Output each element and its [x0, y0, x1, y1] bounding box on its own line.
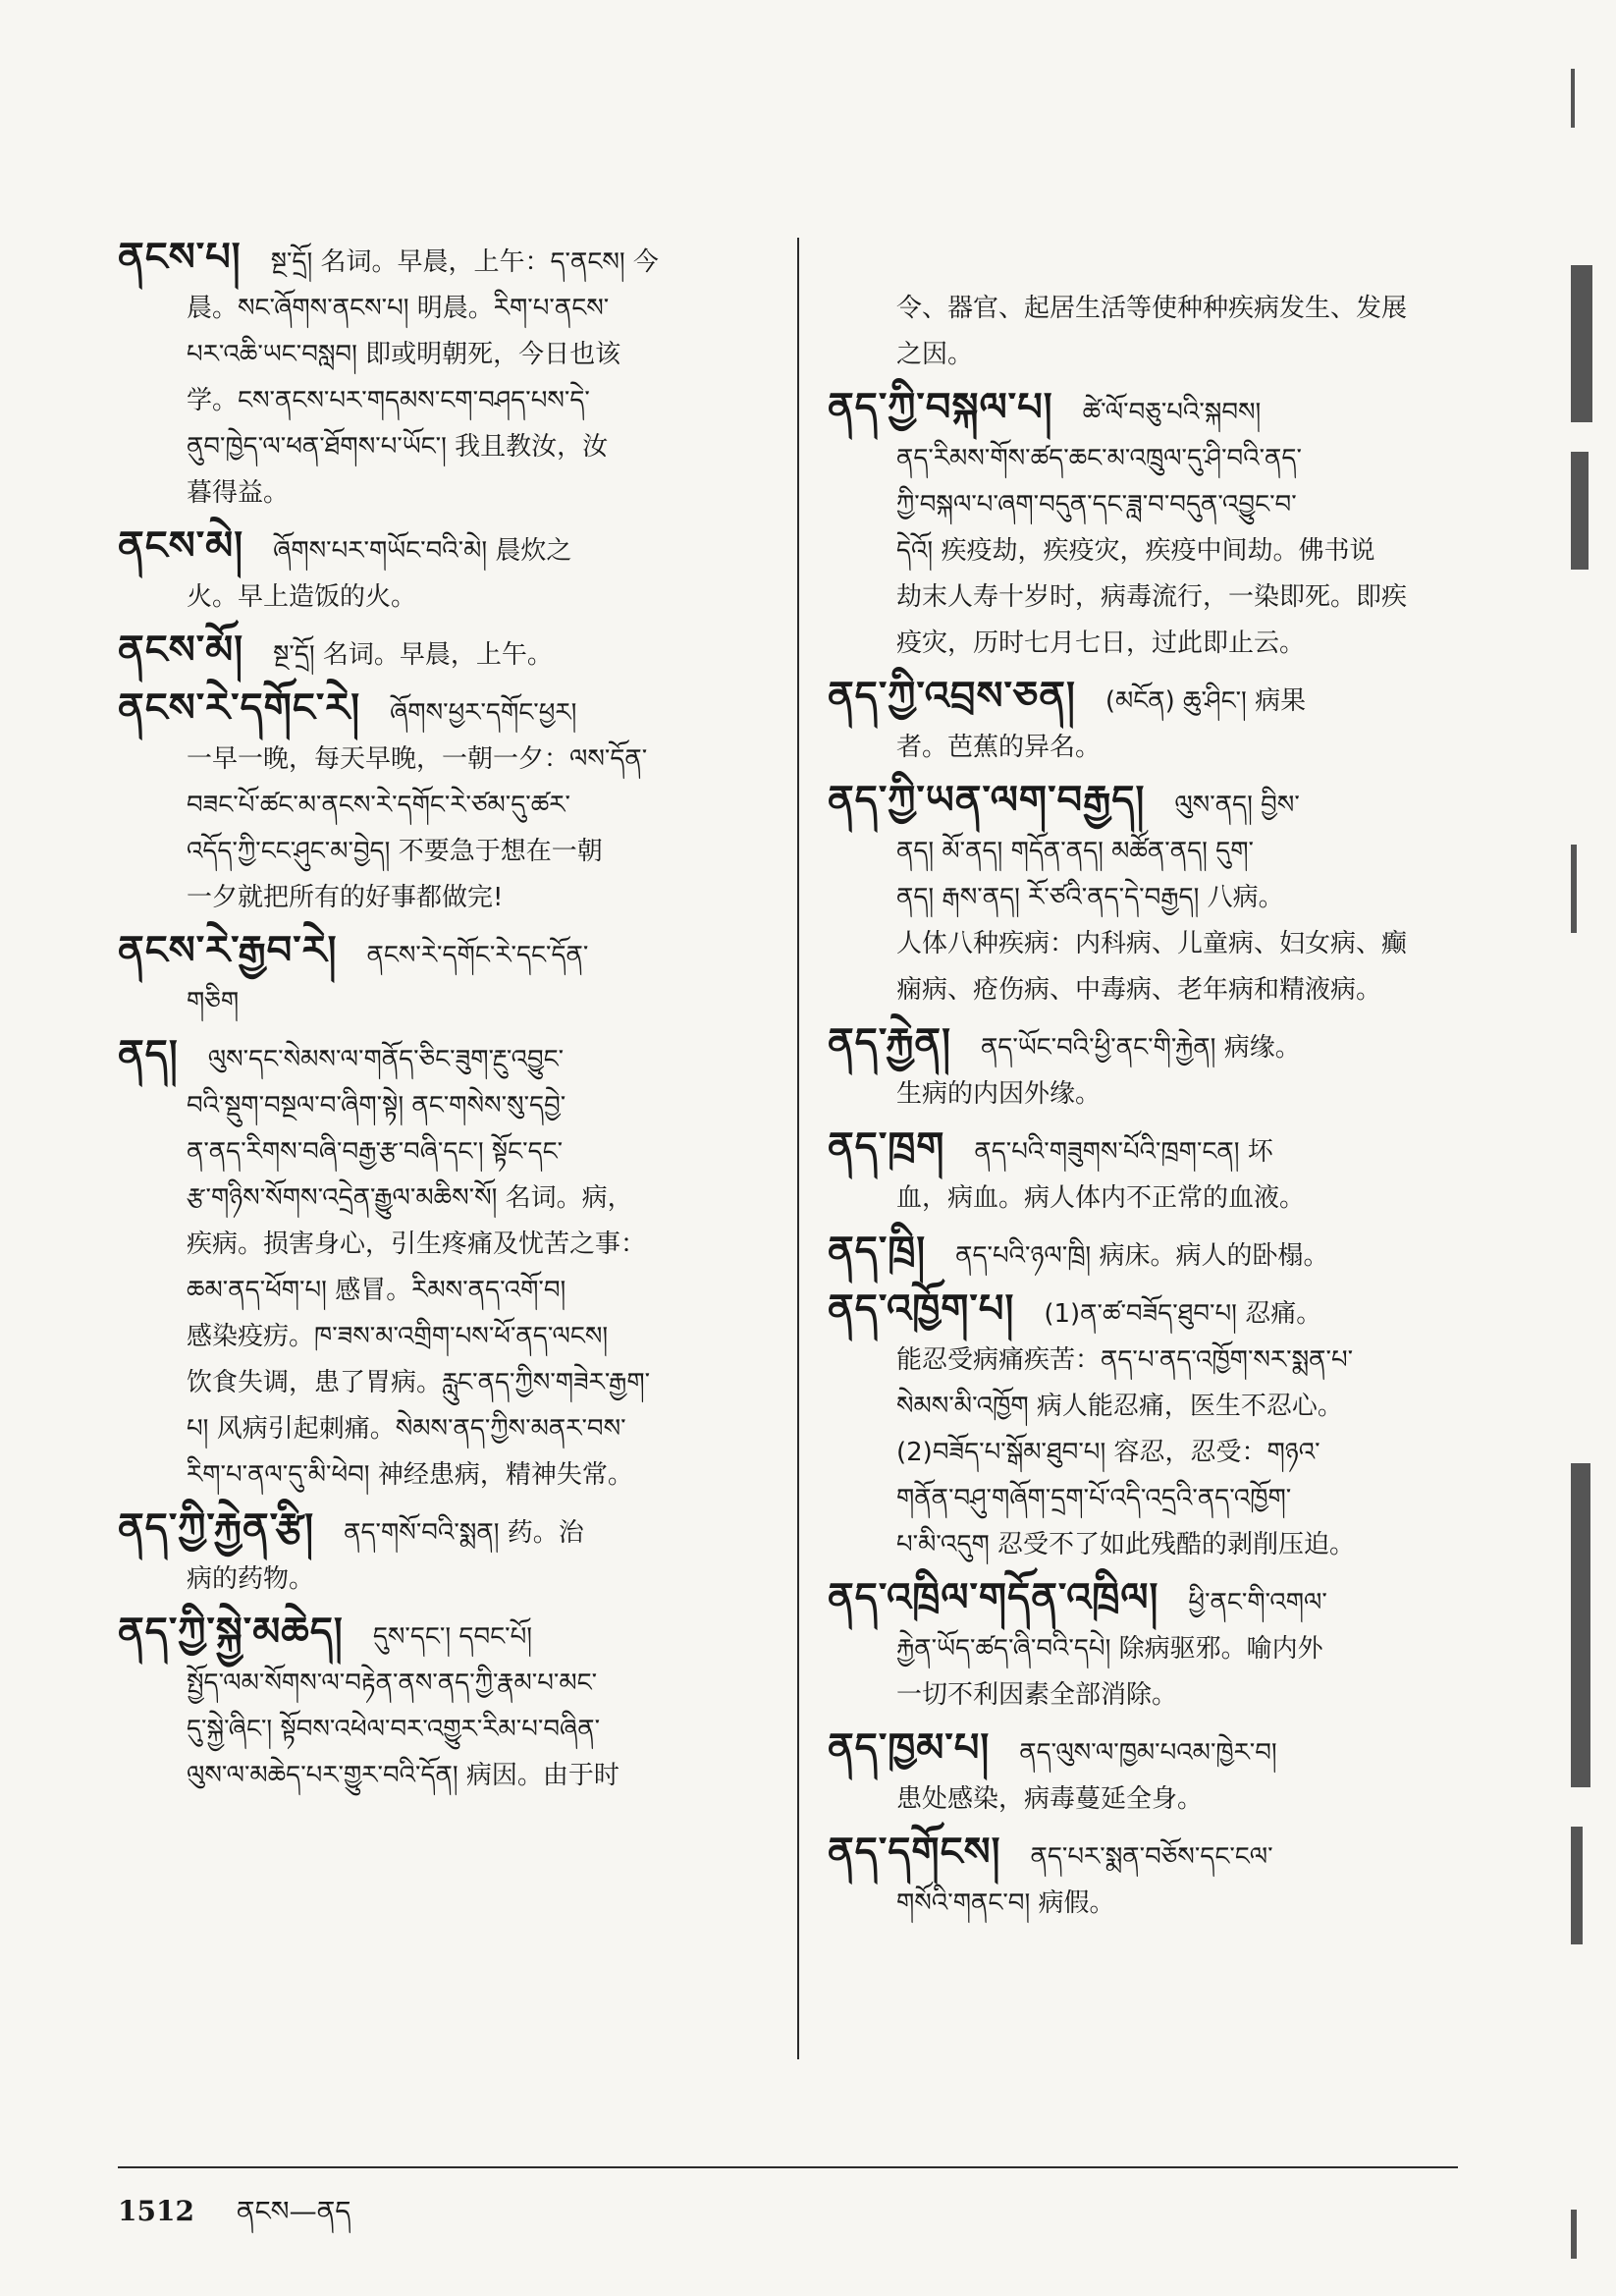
- entry-line: 疫灾，历时七月七日，过此即止云。: [896, 629, 1306, 658]
- entry-line: ནད། རྒས་ནད། རོ་ཙའི་ནད་དེ་བརྒྱད། 八病。: [896, 883, 1284, 912]
- right-column: [828, 234, 1476, 1933]
- entry-line: 病的药物。: [187, 1564, 315, 1594]
- entry-line: ནད་པའི་ཉལ་ཁྲི། 病床。病人的卧榻。: [955, 1241, 1329, 1271]
- entry-line: 人体八种疾病：内科病、儿童病、妇女病、癫: [896, 929, 1408, 958]
- entry-line: ནད་པར་སྨན་བཅོས་དང་ངལ་: [1030, 1842, 1273, 1872]
- entry-headword: ནད་འཁྲིལ་གདོན་འཁྲིལ།: [828, 1574, 1159, 1620]
- entry-line: ཆམ་ནད་ཕོག་པ། 感冒。རིམས་ནད་འགོ་བ།: [187, 1276, 566, 1305]
- entry-line: ལུས་ལ་མཆེད་པར་གྱུར་བའི་དོན། 病因。由于时: [187, 1761, 619, 1790]
- dictionary-entry: [828, 1574, 1476, 1719]
- entry-headword: ནངས་རེ་དགོང་རེ།: [118, 684, 361, 731]
- entry-line: ནངས་རེ་དགོང་རེ་དང་དོན་: [366, 941, 589, 970]
- dictionary-entry: [118, 627, 776, 679]
- entry-line: 患处感染，病毒蔓延全身。: [896, 1784, 1204, 1814]
- entry-line: ཀྱི་བསྐལ་པ་ཞག་བདུན་དང་ཟླ་བ་བདུན་འབྱུང་བ་: [896, 490, 1297, 519]
- entry-line: 之因。: [896, 340, 974, 369]
- entry-line: ནད་པའི་གཟུགས་པོའི་ཁྲག་ངན། 坏: [974, 1137, 1273, 1167]
- entry-line: རིག་པ་ནལ་དུ་མི་ཕེབ། 神经患病，精神失常。: [187, 1460, 633, 1490]
- dictionary-entry: [118, 1031, 776, 1499]
- entry-line: ན་ནད་རིགས་བཞི་བརྒྱ་རྩ་བཞི་དང་། སྟོང་དང་: [187, 1137, 564, 1167]
- dictionary-entry: [118, 1609, 776, 1799]
- entry-line: 劫末人寿十岁时，病毒流行，一染即死。即疾: [896, 582, 1408, 612]
- dictionary-entry: [828, 1123, 1476, 1222]
- dictionary-entry: [118, 684, 776, 921]
- entry-line: 晨。སང་ཞོགས་ནངས་པ། 明晨。རིག་པ་ནངས་: [187, 294, 610, 323]
- page-number: 1512: [118, 2195, 194, 2227]
- entry-line: 疾病。损害身心，引生疼痛及忧苦之事：: [187, 1230, 647, 1259]
- entry-line: སེམས་མི་འཁྱོག 病人能忍痛，医生不忍心。: [896, 1392, 1343, 1421]
- dictionary-entry: [828, 1019, 1476, 1118]
- entry-line: 能忍受病痛疾苦：ནད་པ་ནད་འཁྱོག་སར་སྨན་པ་: [896, 1345, 1354, 1375]
- entry-headword: ནད་དགོངས།: [828, 1829, 1001, 1875]
- entry-headword: ནད་ཀྱི་འབྲས་ཅན།: [828, 673, 1076, 719]
- entry-line: ནད། མོ་ནད། གདོན་ནད། མཚོན་ནད། དུག་: [896, 837, 1254, 866]
- entry-line: འདོད་ཀྱི་ངང་ཤུང་མ་བྱེད། 不要急于想在一朝: [187, 837, 603, 866]
- dictionary-entry: [828, 384, 1476, 667]
- entry-line: པ། 风病引起刺痛。སེམས་ནད་ཀྱིས་མནར་བས་: [187, 1414, 626, 1444]
- entry-line: ནུབ་ཁྱེད་ལ་ཕན་ཐོགས་པ་ཡོང་། 我且教汝，汝: [187, 432, 609, 462]
- entry-headword: ནད་ཁྱམ་པ།: [828, 1724, 991, 1771]
- column-divider: [797, 238, 799, 2059]
- entry-headword: ནངས་པ།: [118, 234, 242, 280]
- entry-line: རྩ་གཉིས་སོགས་འདྲེན་རྒྱུལ་མཆིས་སོ། 名词。病，: [187, 1183, 633, 1213]
- entry-line: ནད་རིམས་གོས་ཚད་ཆང་མ་འཁྲུལ་དུ་ཤི་བའི་ནད་: [896, 444, 1302, 473]
- entry-line: ཕྱི་ནང་གི་འགལ་: [1188, 1588, 1327, 1617]
- entry-line: སྤྱོད་ལམ་སོགས་ལ་བརྟེན་ནས་ནད་ཀྱི་རྣམ་པ་མང་: [187, 1668, 598, 1698]
- entry-line: ཚེ་ལོ་བཅུ་པའི་སྐབས།: [1082, 398, 1262, 427]
- dictionary-entry: [828, 1724, 1476, 1823]
- dictionary-entry: [828, 1829, 1476, 1927]
- footer-rule: [118, 2166, 1458, 2168]
- left-column: [118, 234, 776, 1805]
- page-footer: [118, 2180, 350, 2258]
- entry-line: ལུས་དང་སེམས་ལ་གནོད་ཅིང་ཟུག་རྔུ་འབྱུང་: [207, 1045, 565, 1074]
- entry-headword: ནད་ཀྱི་བསྐལ་པ།: [828, 384, 1053, 430]
- entry-line: ཞོགས་ཕྱར་དགོང་ཕྱར།: [390, 698, 577, 728]
- page-range: ནངས—ནད: [236, 2195, 351, 2227]
- entry-line: 一夕就把所有的好事都做完!: [187, 883, 504, 912]
- entry-line: 者。芭蕉的异名。: [896, 733, 1102, 762]
- dictionary-entry: [828, 673, 1476, 771]
- entry-line: (1)ན་ཚ་བཟོད་ཐུབ་པ། 忍痛。: [1044, 1299, 1322, 1329]
- dictionary-entry: [828, 1228, 1476, 1280]
- entry-line: བའི་སྡུག་བསྔལ་བ་ཞིག་སྟེ། ནང་གསེས་སུ་དབྱེ་: [187, 1091, 566, 1121]
- dictionary-entry: [828, 1285, 1476, 1568]
- dictionary-entry: [118, 927, 776, 1025]
- entry-line: 血，病血。病人体内不正常的血液。: [896, 1183, 1306, 1213]
- entry-line: 饮食失调，患了胃病。རླུང་ནད་ཀྱིས་གཟེར་རྒྱག་: [187, 1368, 651, 1397]
- entry-line: 暮得益。: [187, 478, 290, 508]
- scan-edge-marks: [1571, 39, 1596, 2259]
- entry-line: ཞོགས་པར་གཡོང་བའི་མེ། 晨炊之: [273, 536, 572, 566]
- entry-line: པ་མི་འདུག 忍受不了如此残酷的剥削压迫。: [896, 1530, 1356, 1559]
- entry-line: དུ་སྐྱེ་ཞིང་། སྟོབས་འཕེལ་བར་འགྱུར་རིམ་པ་བཞིན་: [187, 1715, 601, 1744]
- entry-line: ནད་ལུས་ལ་ཁྱམ་པའམ་ཁྱེར་བ།: [1019, 1738, 1277, 1768]
- entry-headword: ནད་ཀྱི་རྐྱེན་རྩི།: [118, 1504, 315, 1551]
- entry-line: དེའོ། 疾疫劫，疾疫灾，疾疫中间劫。佛书说: [896, 536, 1375, 566]
- entry-headword: ནད།: [118, 1031, 179, 1077]
- entry-headword: ནད་ཀྱི་ཡན་ལག་བརྒྱད།: [828, 777, 1146, 823]
- entry-line: གནོན་བཤུ་གཞོག་དྲག་པོ་འདི་འདྲའི་ནད་འཁྱོག་: [896, 1484, 1292, 1513]
- dictionary-entry: [828, 234, 1476, 378]
- entry-line: ལུས་ནད། བྱིས་: [1174, 791, 1300, 820]
- entry-line: པར་འཆི་ཡང་བསླབ། 即或明朝死，今日也该: [187, 340, 621, 369]
- dictionary-entry: [118, 234, 776, 517]
- entry-line: 学。ངས་ནངས་པར་གདམས་ངག་བཤད་པས་དེ་: [187, 386, 590, 415]
- entry-line: 令、器官、起居生活等使种种疾病发生、发展: [896, 294, 1408, 323]
- entry-line: 一早一晚，每天早晚，一朝一夕：ལས་དོན་: [187, 744, 648, 774]
- entry-line: (2)བཟོད་པ་སྒོམ་ཐུབ་པ། 容忍，忍受：གཉའ་: [896, 1438, 1320, 1467]
- entry-line: སྔ་དྲོ། 名词。早晨，上午。: [273, 640, 553, 670]
- entry-line: (མངོན) ཆུ་ཤིང་། 病果: [1104, 686, 1307, 716]
- dictionary-entry: [828, 777, 1476, 1013]
- entry-headword: ནད་ཀྱི་སྐྱེ་མཆེད།: [118, 1609, 344, 1655]
- entry-headword: ནངས་མོ།: [118, 627, 244, 673]
- entry-headword: ནད་རྐྱེན།: [828, 1019, 951, 1066]
- entry-line: 痫病、疮伤病、中毒病、老年病和精液病。: [896, 975, 1382, 1005]
- entry-line: རྐྱེན་ཡོད་ཚད་ཞི་བའི་དཔེ། 除病驱邪。喻内外: [896, 1634, 1323, 1664]
- entry-headword: ནད་ཁྲག: [828, 1123, 945, 1170]
- entry-line: སྔ་དྲོ། 名词。早晨，上午：ད་ནངས། 今: [270, 247, 659, 277]
- entry-line: གསོའི་གནང་བ། 病假。: [896, 1888, 1115, 1918]
- entry-line: 生病的内因外缘。: [896, 1079, 1102, 1109]
- entry-line: 感染疫疠。ཁ་ཟས་མ་འགྲིག་པས་ཕོ་ནད་ལངས།: [187, 1322, 609, 1351]
- entry-headword: ནངས་མེ།: [118, 522, 244, 569]
- entry-line: གཅིག: [187, 987, 240, 1016]
- entry-headword: ནངས་རེ་རྒྱབ་རེ།: [118, 927, 338, 973]
- dictionary-entry: [118, 522, 776, 621]
- entry-line: 一切不利因素全部消除。: [896, 1680, 1178, 1710]
- entry-line: 火。早上造饭的火。: [187, 582, 417, 612]
- entry-line: དུས་དང་། དབང་པོ།: [372, 1622, 533, 1652]
- entry-line: ནད་ཡོང་བའི་ཕྱི་ནང་གི་རྐྱེན། 病缘。: [980, 1033, 1301, 1063]
- entry-headword: ནད་ཁྲི།: [828, 1228, 927, 1274]
- dictionary-entry: [118, 1504, 776, 1603]
- entry-line: བཟང་པོ་ཚང་མ་ནངས་རེ་དགོང་རེ་ཙམ་དུ་ཚར་: [187, 791, 570, 820]
- entry-headword: ནད་འཁྱོག་པ།: [828, 1285, 1015, 1332]
- entry-line: ནད་གསོ་བའི་སྨན། 药。治: [344, 1518, 584, 1548]
